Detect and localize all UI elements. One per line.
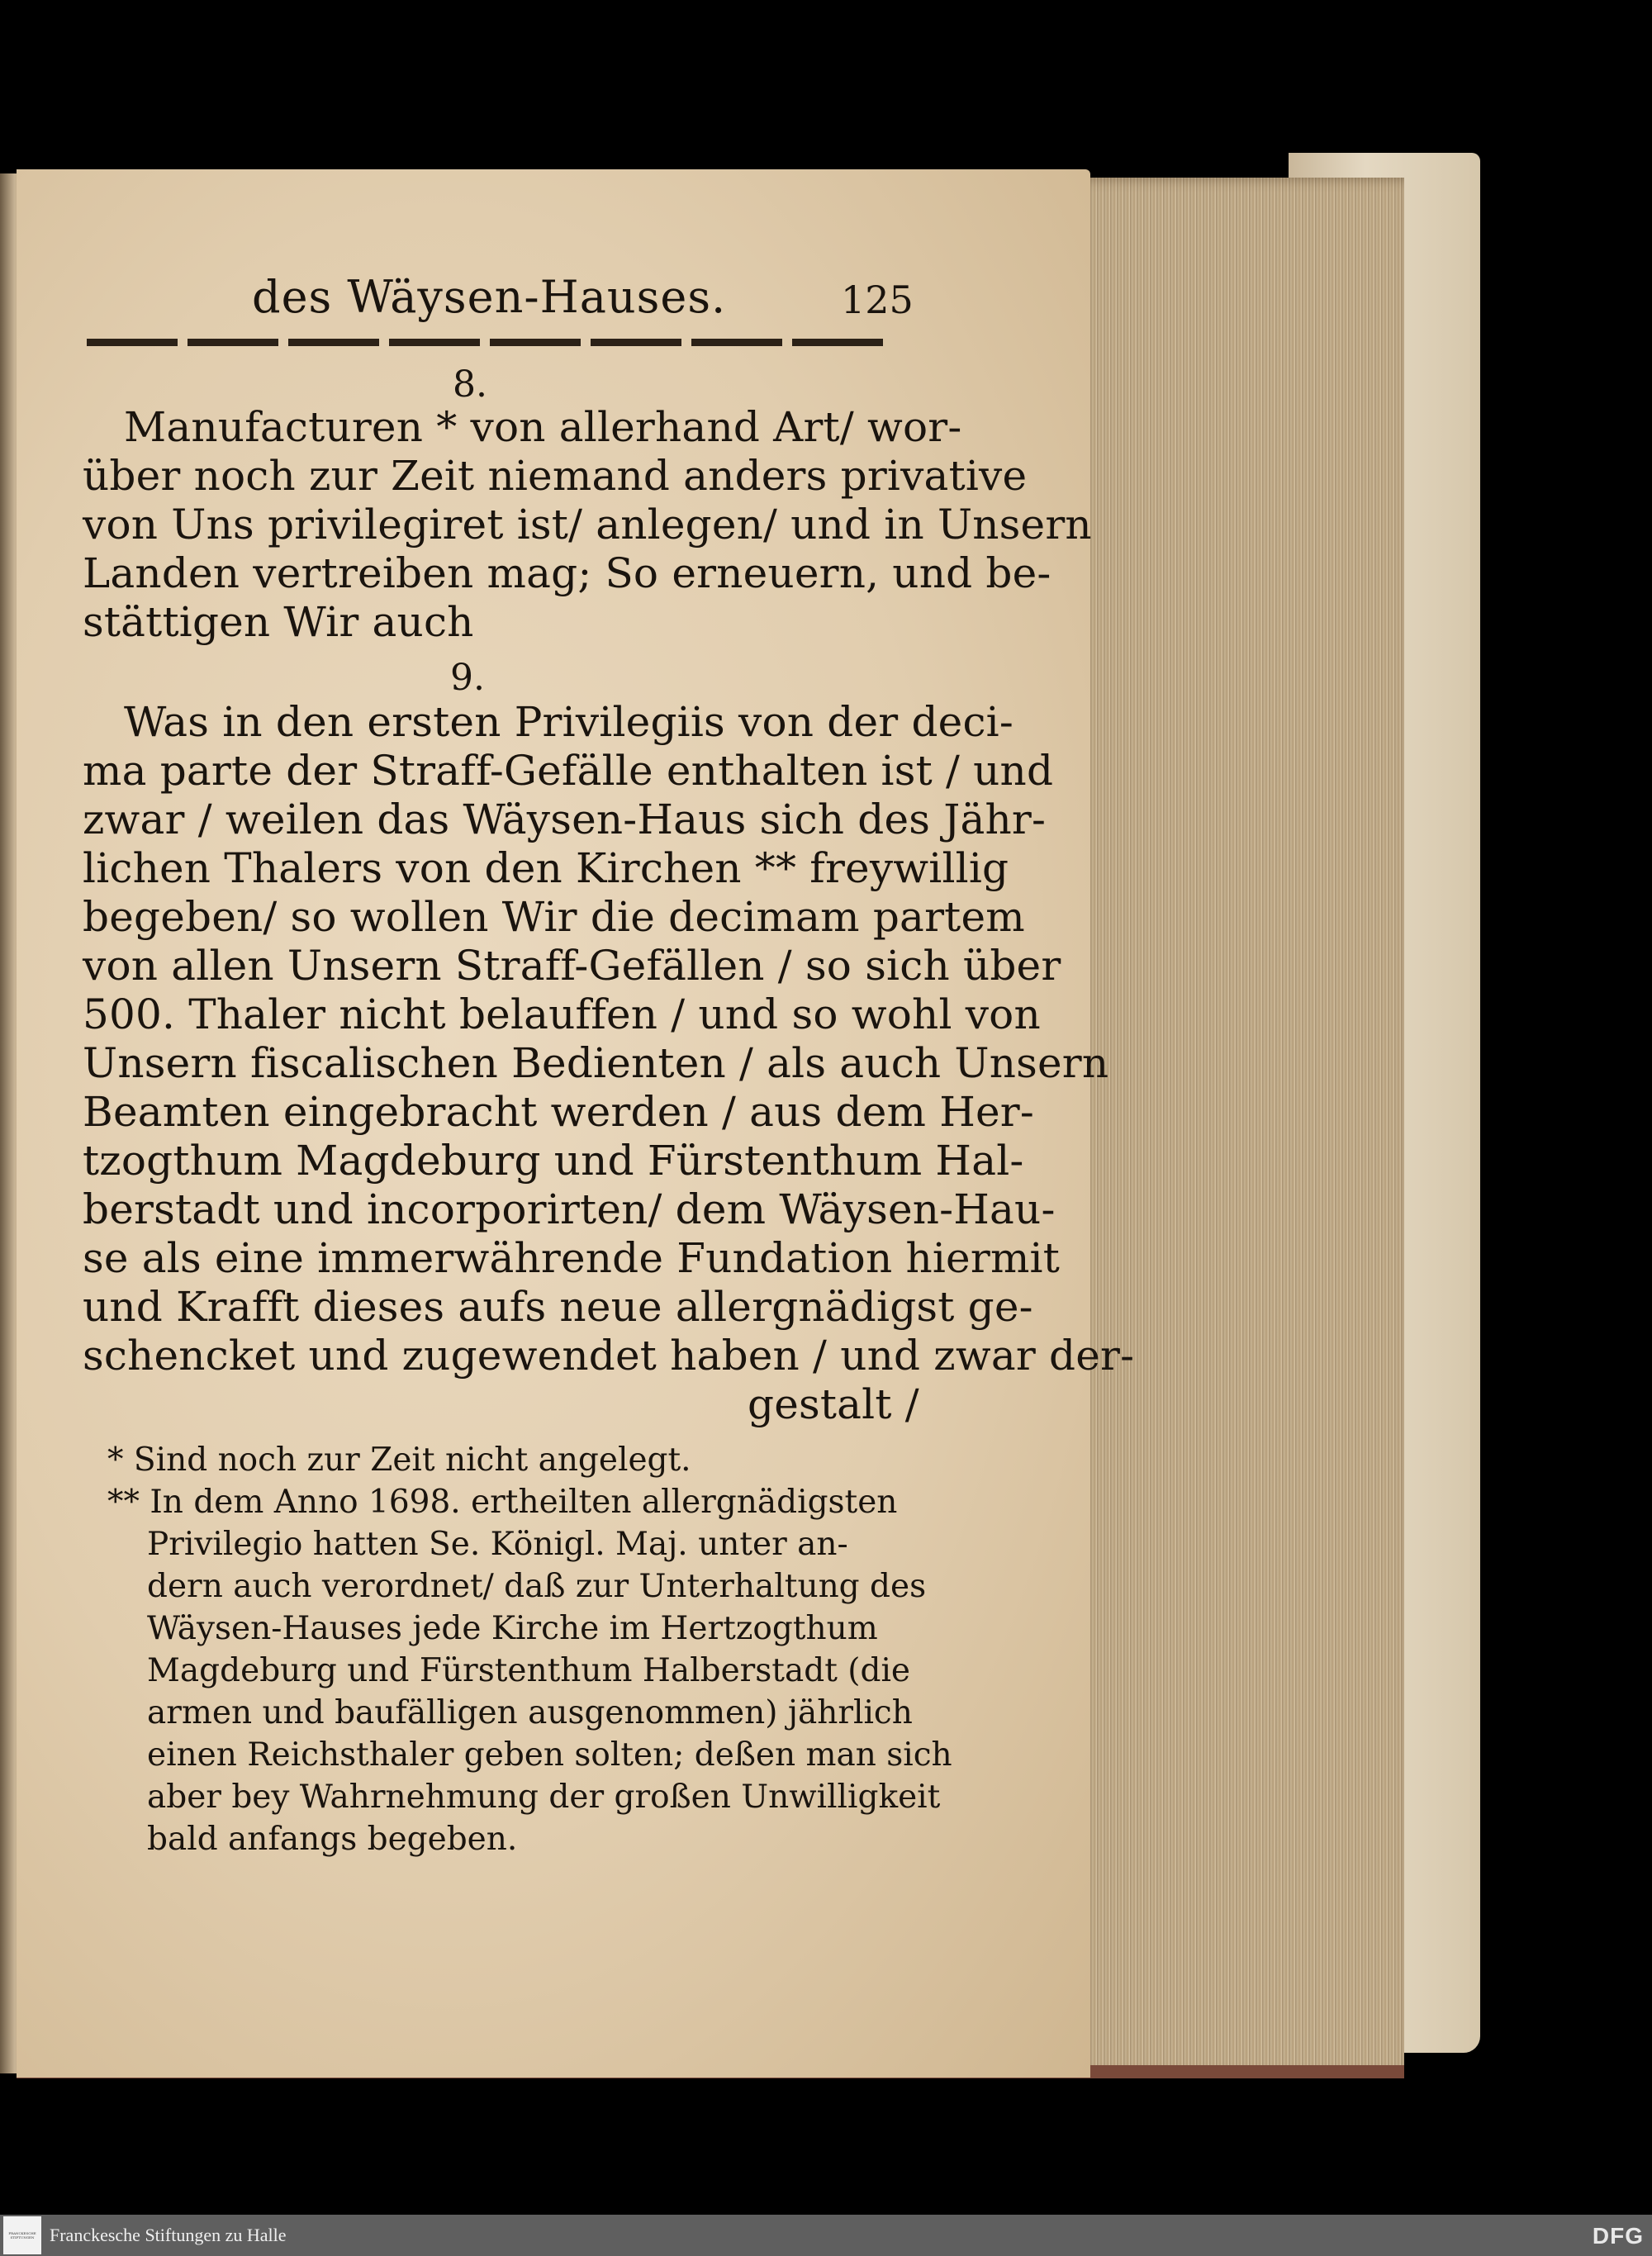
catchword: gestalt /: [748, 1380, 919, 1428]
section-number-8: 8.: [453, 363, 487, 406]
text-line: und Krafft dieses aufs neue allergnädigst ge-: [83, 1283, 1033, 1331]
institution-label: Franckesche Stiftungen zu Halle: [50, 2225, 287, 2245]
dfg-logo: DFG: [1592, 2223, 1644, 2249]
text-line: über noch zur Zeit niemand anders privative: [83, 452, 1028, 500]
header-rule: [87, 339, 884, 346]
text-line: 500. Thaler nicht belauffen / und so wohl von: [83, 990, 1041, 1038]
text-line: begeben/ so wollen Wir die decimam partem: [83, 893, 1025, 941]
text-line: Was in den ersten Privilegiis von der deci-: [124, 698, 1014, 746]
footnote-2-line: Privilegio hatten Se. Königl. Maj. unter an-: [147, 1526, 848, 1563]
page-number: 125: [841, 278, 914, 322]
running-head: des Wäysen-Hauses.: [252, 271, 727, 323]
text-line: tzogthum Magdeburg und Fürstenthum Hal-: [83, 1137, 1024, 1185]
text-line: se als eine immerwährende Fundation hiermit: [83, 1234, 1061, 1282]
institution-logo-icon: FRANCKESCHE STIFTUNGEN: [3, 2216, 41, 2254]
footnote-2-line: dern auch verordnet/ daß zur Unterhaltung des: [147, 1568, 927, 1605]
text-line: Landen vertreiben mag; So erneuern, und be-: [83, 549, 1051, 597]
footnote-2-line: Magdeburg und Fürstenthum Halberstadt (die: [147, 1652, 911, 1689]
footnote-2-line: Wäysen-Hauses jede Kirche im Hertzogthum: [147, 1610, 878, 1647]
footnote-2-line: armen und baufälligen ausgenommen) jährlich: [147, 1694, 913, 1731]
text-line: Unsern fiscalischen Bedienten / als auch Unsern: [83, 1039, 1109, 1087]
text-line: Beamten eingebracht werden / aus dem Her-: [83, 1088, 1034, 1136]
footnote-1: * Sind noch zur Zeit nicht angelegt.: [107, 1441, 691, 1479]
page-block-fore-edge: [1057, 178, 1404, 2078]
text-line: schencket und zugewendet haben / und zwar der-: [83, 1332, 1135, 1380]
text-line: zwar / weilen das Wäysen-Haus sich des Jähr-: [83, 796, 1047, 843]
text-line: Manufacturen * von allerhand Art/ wor-: [124, 403, 962, 451]
footnote-2-line: ** In dem Anno 1698. ertheilten allergnädigsten: [107, 1484, 898, 1521]
footnote-2-line: aber bey Wahrnehmung der großen Unwilligkeit: [147, 1779, 941, 1816]
footnote-2-line: einen Reichsthaler geben solten; deßen man sich: [147, 1736, 952, 1774]
text-line: berstadt und incorporirten/ dem Wäysen-Hau-: [83, 1185, 1056, 1233]
footnote-2-line: bald anfangs begeben.: [147, 1821, 518, 1858]
text-line: ma parte der Straff-Gefälle enthalten ist / und: [83, 747, 1054, 795]
section-number-9: 9.: [450, 657, 485, 699]
text-line: lichen Thalers von den Kirchen ** freywillig: [83, 844, 1009, 892]
text-line: von allen Unsern Straff-Gefällen / so sich über: [83, 942, 1061, 990]
text-line: von Uns privilegiret ist/ anlegen/ und in Unsern: [83, 501, 1092, 549]
text-line: stättigen Wir auch: [83, 598, 474, 646]
